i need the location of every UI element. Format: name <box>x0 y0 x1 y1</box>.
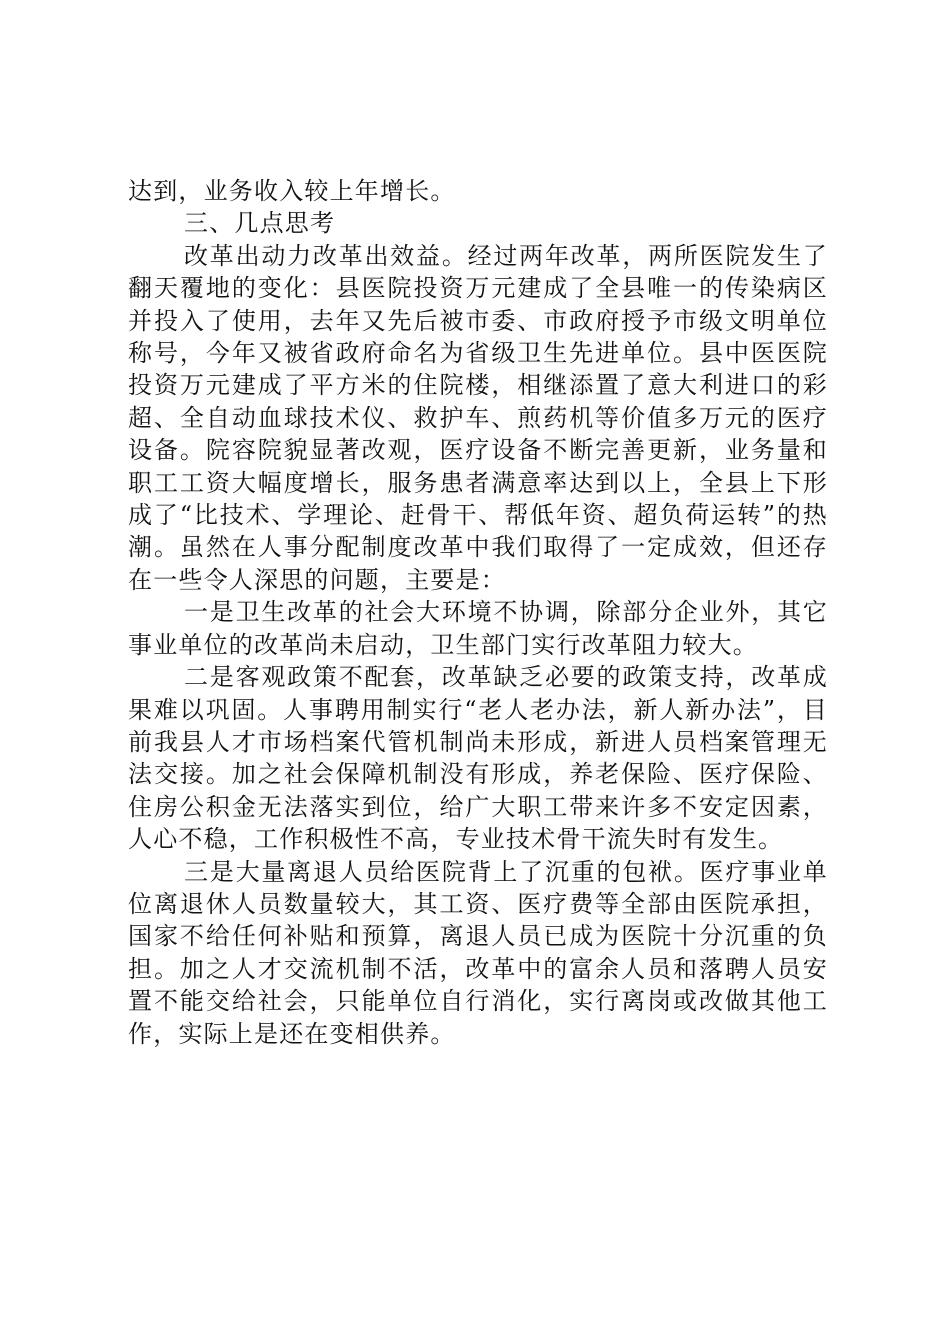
paragraph-issue-three: 三是大量离退人员给医院背上了沉重的包袱。医疗事业单位离退休人员数量较大，其工资、医疗费等全部由医院承担，国家不给任何补贴和预算，离退人员已成为医院十分沉重的负担。加之人才交流机制不活，改革中的富余人员和落聘人员安置不能交给社会，只能单位自行消化，实行离岗或改做其他工作，实际上是还在变相供养。 <box>128 857 828 1048</box>
section-heading: 三、几点思考 <box>184 209 336 238</box>
paragraph-issue-one: 一是卫生改革的社会大环境不协调，除部分企业外，其它事业单位的改革尚未启动，卫生部门实行改革阻力较大。 <box>128 598 828 659</box>
paragraph-continuation: 达到，业务收入较上年增长。 <box>128 177 456 205</box>
document-body <box>128 175 828 1050</box>
paragraph-issue-two: 二是客观政策不配套，改革缺乏必要的政策支持，改革成果难以巩固。人事聘用制实行“老人老办法，新人新办法”，目前我县人才市场档案代管机制尚未形成，新进人员档案管理无法交接。加之社会保障机制没有形成，养老保险、医疗保险、住房公积金无法落实到位，给广大职工带来许多不安定因素，人心不稳，工作积极性不高，专业技术骨干流失时有发生。 <box>128 663 828 854</box>
paragraph-reform-results: 改革出动力改革出效益。经过两年改革，两所医院发生了翻天覆地的变化：县医院投资万元建成了全县唯一的传染病区并投入了使用，去年又先后被市委、市政府授予市级文明单位称号，今年又被省政府命名为省级卫生先进单位。县中医医院投资万元建成了平方米的住院楼，相继添置了意大利进口的彩超、全自动血球技术仪、救护车、煎药机等价值多万元的医疗设备。院容院貌显著改观，医疗设备不断完善更新，业务量和职工工资大幅度增长，服务患者满意率达到以上，全县上下形成了“比技术、学理论、赶骨干、帮低年资、超负荷运转”的热潮。虽然在人事分配制度改革中我们取得了一定成效，但还存在一些令人深思的问题，主要是： <box>128 241 828 594</box>
